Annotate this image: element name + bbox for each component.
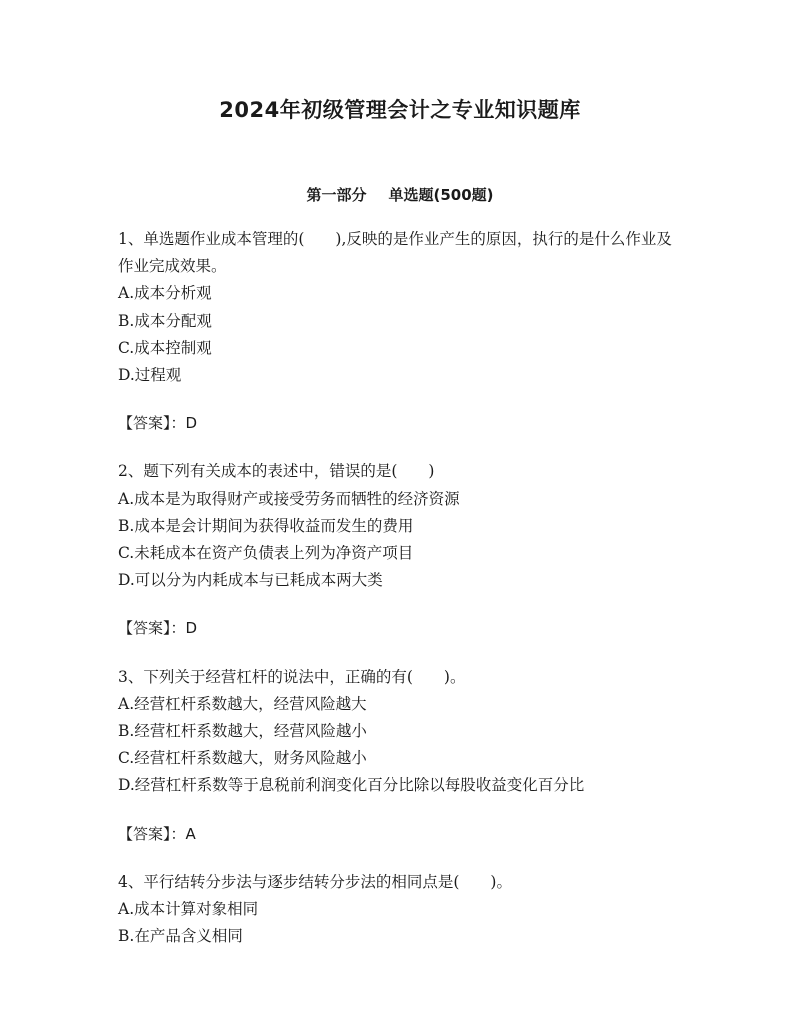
option-b: B.成本分配观 [118, 311, 212, 330]
option-c: C.未耗成本在资产负债表上列为净资产项目 [118, 544, 414, 563]
question-3 [118, 664, 678, 848]
option-d: D.经营杠杆系数等于息税前利润变化百分比除以每股收益变化百分比 [118, 776, 585, 795]
option-c: C.经营杠杆系数越大，财务风险越小 [118, 749, 367, 768]
section-name: 单选题(500题) [388, 186, 494, 204]
option-d: D.可以分为内耗成本与已耗成本两大类 [118, 571, 383, 590]
option-b: B.经营杠杆系数越大，经营风险越小 [118, 722, 367, 741]
option-a: A.成本是为取得财产或接受劳务而牺牲的经济资源 [118, 489, 460, 508]
option-b: B.成本是会计期间为获得收益而发生的费用 [118, 516, 414, 535]
question-stem: 4、平行结转分步法与逐步结转分步法的相同点是( )。 [118, 872, 512, 891]
option-a: A.成本分析观 [118, 284, 212, 303]
question-1 [118, 226, 678, 437]
answer-line: 【答案】：D [118, 414, 198, 433]
question-4 [118, 869, 678, 951]
section-part: 第一部分 [306, 186, 367, 204]
option-a: A.经营杠杆系数越大，经营风险越大 [118, 694, 367, 713]
document-title: 2024年初级管理会计之专业知识题库 [219, 98, 581, 122]
option-b: B.在产品含义相同 [118, 927, 243, 946]
question-stem: 1、单选题作业成本管理的( ),反映的是作业产生的原因，执行的是什么作业及作业完成效果。 [118, 230, 672, 276]
option-c: C.成本控制观 [118, 338, 212, 357]
answer-line: 【答案】：A [118, 824, 196, 843]
answer-line: 【答案】：D [118, 619, 198, 638]
question-2 [118, 458, 678, 642]
question-stem: 2、题下列有关成本的表述中，错误的是( ) [118, 462, 435, 481]
question-stem: 3、下列关于经营杠杆的说法中，正确的有( )。 [118, 667, 466, 686]
option-d: D.过程观 [118, 366, 182, 385]
question-list [118, 226, 678, 950]
section-title [0, 184, 800, 205]
option-a: A.成本计算对象相同 [118, 900, 259, 919]
